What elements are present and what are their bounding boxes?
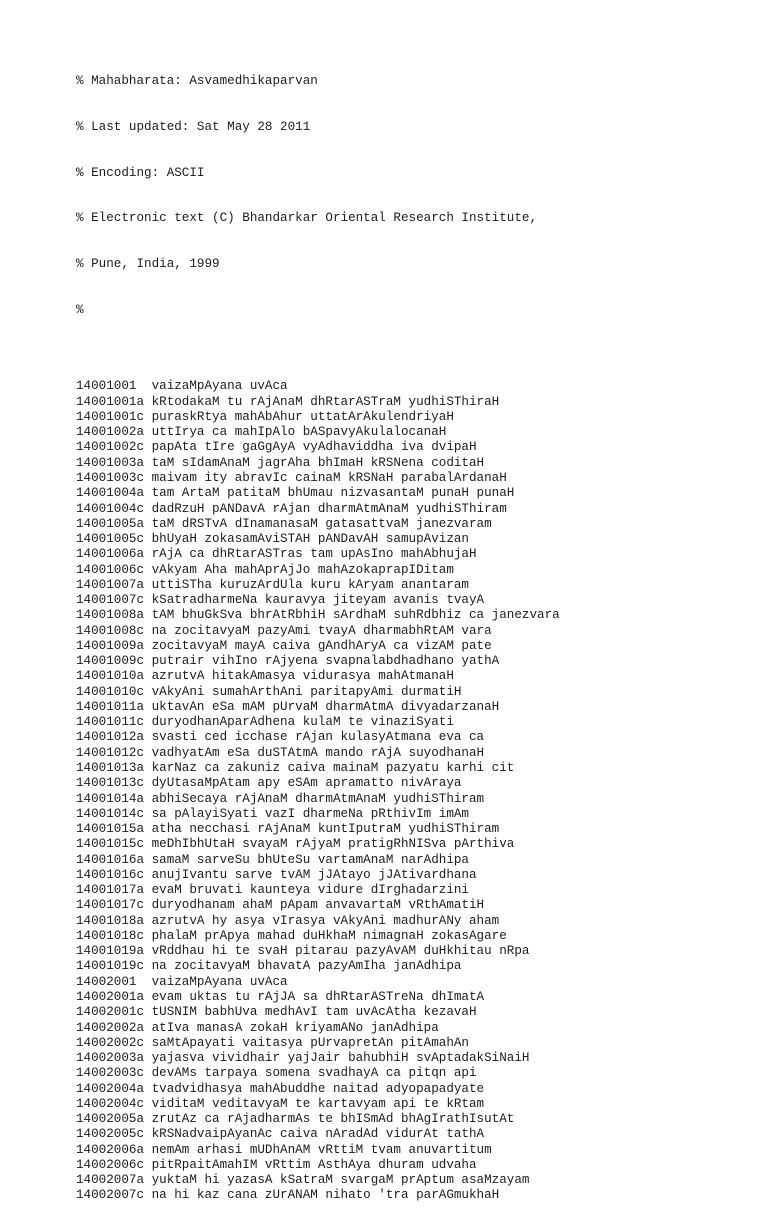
verse-line: 14001004a tam ArtaM patitaM bhUmau nizvasantaM punaH punaH [76,486,515,501]
header-line: % Electronic text (C) Bhandarkar Oriental Research Institute, [76,211,538,226]
verse-line: 14002004c viditaM veditavyaM te kartavyam api te kRtam [76,1096,485,1111]
verse-line: 14001008c na zocitavyaM pazyAmi tvayA dharmabhRtAM vara [76,623,492,638]
verse-line: 14002006c pitRpaitAmahIM vRttim AsthAya dhuram udvaha [76,1157,477,1172]
file-header [76,44,560,349]
verse-line: 14001001c puraskRtya mahAbAhur uttatArAkulendriyaH [76,409,454,424]
verse-line: 14001006a rAjA ca dhRtarASTras tam upAsIno mahAbhujaH [76,547,477,562]
document-text [76,13,560,1219]
verse-line: 14001011a uktavAn eSa mAM pUrvaM dharmAtmA divyadarzanaH [76,699,500,714]
verse-line: 14002003a yajasva vividhair yajJair bahubhiH svAptadakSiNaiH [76,1051,530,1066]
verse-line: 14001005a taM dRSTvA dInamanasaM gatasattvaM janezvaram [76,516,492,531]
verse-line: 14002001c tUSNIM babhUva medhAvI tam uvAcAtha kezavaH [76,1005,477,1020]
verse-line: 14002003c devAMs tarpaya somena svadhayA ca pitqn api [76,1066,477,1081]
verse-line: 14001017c duryodhanam ahaM pApam anvavartaM vRthAmatiH [76,898,485,913]
verse-line: 14002002a atIva manasA zokaH kriyamANo janAdhipa [76,1020,439,1035]
verse-line: 14001001a kRtodakaM tu rAjAnaM dhRtarASTraM yudhiSThiraH [76,394,500,409]
verse-line: 14001010a azrutvA hitakAmasya vidurasya mahAtmanaH [76,669,454,684]
verse-line: 14001006c vAkyam Aha mahAprAjJo mahAzokaprapIDitam [76,562,454,577]
verse-line: 14001003a taM sIdamAnaM jagrAha bhImaH kRSNena coditaH [76,455,485,470]
verse-line: 14002005c kRSNadvaipAyanAc caiva nAradAd vidurAt tathA [76,1127,485,1142]
verse-line: 14002001 vaizaMpAyana uvAca [76,974,288,989]
verse-line: 14002006a nemAm arhasi mUDhAnAM vRttiM tvam anuvartitum [76,1142,492,1157]
verse-line: 14001005c bhUyaH zokasamAviSTAH pANDavAH samupAvizan [76,532,469,547]
verse-line: 14002007a yuktaM hi yazasA kSatraM svargaM prAptum asaMzayam [76,1173,530,1188]
verse-line: 14002002c saMtApayati vaitasya pUrvapretAn pitAmahAn [76,1035,469,1050]
verse-line: 14002004a tvadvidhasya mahAbuddhe naitad adyopapadyate [76,1081,485,1096]
verse-line: 14001011c duryodhanAparAdhena kulaM te vinaziSyati [76,715,454,730]
verse-line: 14001017a evaM bruvati kaunteya vidure dIrghadarzini [76,883,469,898]
verse-line: 14001003c maivam ity abravIc cainaM kRSNaH parabalArdanaH [76,470,507,485]
verse-line: 14001012c vadhyatAm eSa duSTAtmA mando rAjA suyodhanaH [76,745,485,760]
verse-line: 14001009a zocitavyaM mayA caiva gAndhAryA ca vizAM pate [76,638,492,653]
verse-line: 14001018a azrutvA hy asya vIrasya vAkyAni madhurANy aham [76,913,500,928]
header-line: % Encoding: ASCII [76,165,205,180]
verse-line: 14001019a vRddhau hi te svaH pitarau pazyAvAM duHkhitau nRpa [76,944,530,959]
header-line: % [76,303,84,318]
verse-line: 14001013c dyUtasaMpAtam apy eSAm apramatto nivAraya [76,776,462,791]
verse-line: 14001015c meDhIbhUtaH svayaM rAjyaM pratigRhNISva pArthiva [76,837,515,852]
verse-line: 14002001a evam uktas tu rAjJA sa dhRtarASTreNa dhImatA [76,990,485,1004]
verse-line: 14001016c anujIvantu sarve tvAM jJAtayo jJAtivardhana [76,867,477,882]
verse-line: 14001004c dadRzuH pANDavA rAjan dharmAtmAnaM yudhiSThiram [76,501,507,516]
verse-line: 14001016a samaM sarveSu bhUteSu vartamAnaM narAdhipa [76,852,469,867]
verse-line: 14001014a abhiSecaya rAjAnaM dharmAtmAnaM yudhiSThiram [76,791,485,806]
verse-line: 14001019c na zocitavyaM bhavatA pazyAmIha janAdhipa [76,959,462,974]
verse-line: 14001012a svasti ced icchase rAjan kulasyAtmana eva ca [76,730,485,745]
header-line: % Pune, India, 1999 [76,257,220,272]
verse-line: 14001007c kSatradharmeNa kauravya jiteyam avanis tvayA [76,593,485,608]
verse-line: 14002005a zrutAz ca rAjadharmAs te bhISmAd bhAgIrathIsutAt [76,1112,515,1127]
verse-line: 14001018c phalaM prApya mahad duHkhaM nimagnaH zokasAgare [76,928,507,943]
verse-line: 14001002a uttIrya ca mahIpAlo bASpavyAkulalocanaH [76,425,447,440]
verse-line: 14001002c papAta tIre gaGgAyA vyAdhaviddha iva dvipaH [76,440,477,455]
verse-list [76,379,560,1203]
verse-line: 14002007c na hi kaz cana zUrANAM nihato 'tra parAGmukhaH [76,1188,500,1203]
verse-line: 14001001 vaizaMpAyana uvAca [76,379,288,394]
verse-line: 14001014c sa pAlayiSyati vazI dharmeNa pRthivIm imAm [76,806,469,821]
header-line: % Mahabharata: Asvamedhikaparvan [76,74,318,89]
verse-line: 14001008a tAM bhuGkSva bhrAtRbhiH sArdhaM suhRdbhiz ca janezvara [76,608,560,623]
verse-line: 14001007a uttiSTha kuruzArdUla kuru kAryam anantaram [76,577,469,592]
verse-line: 14001010c vAkyAni sumahArthAni paritapyAmi durmatiH [76,684,462,699]
header-line: % Last updated: Sat May 28 2011 [76,119,311,134]
verse-line: 14001013a karNaz ca zakuniz caiva mainaM pazyatu karhi cit [76,761,515,776]
verse-line: 14001009c putrair vihIno rAjyena svapnalabdhadhano yathA [76,654,500,669]
verse-line: 14001015a atha necchasi rAjAnaM kuntIputraM yudhiSThiram [76,822,500,837]
